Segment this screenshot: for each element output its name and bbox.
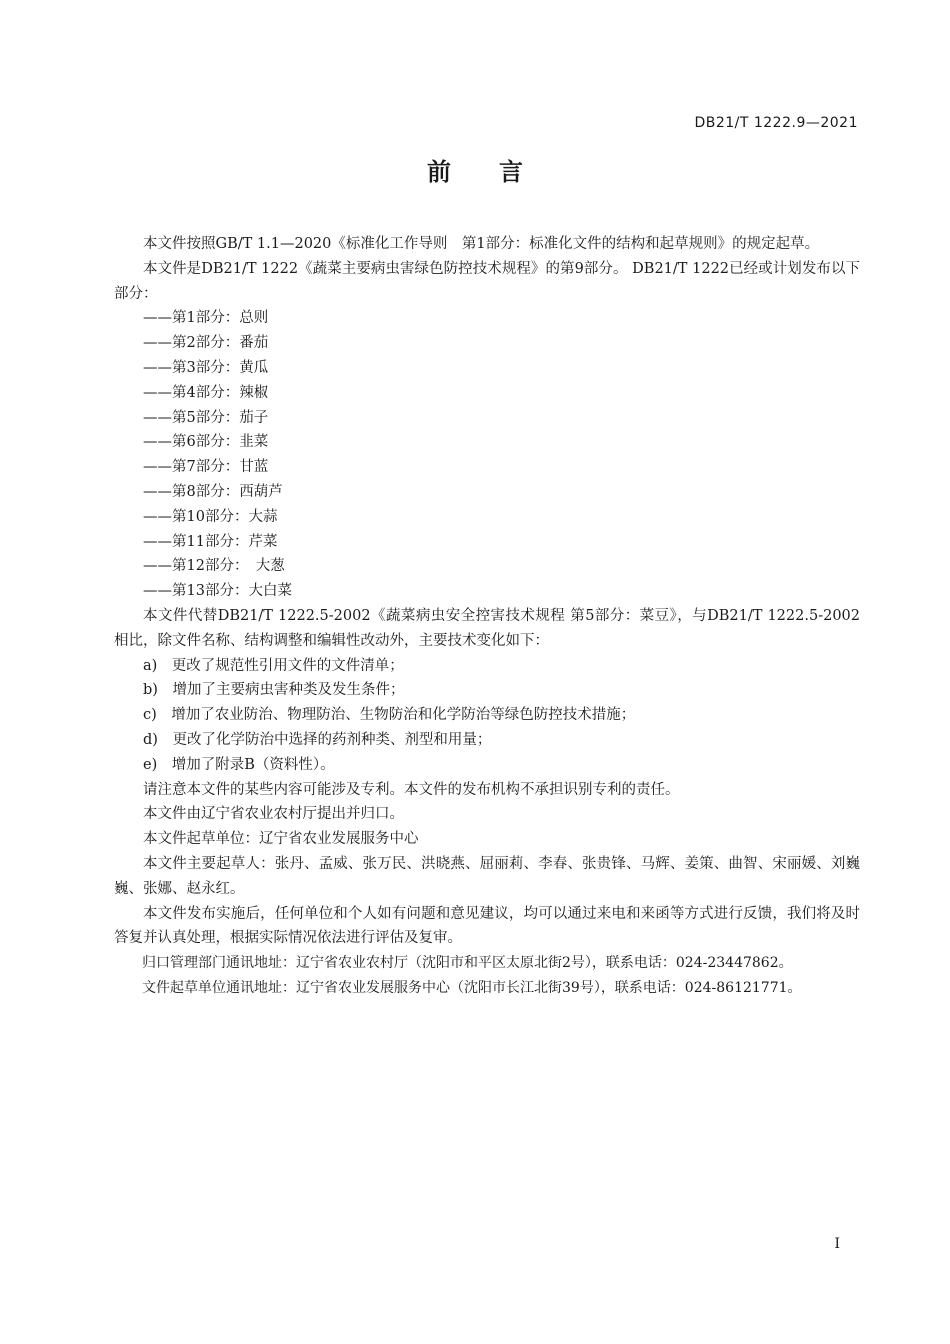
paragraph-patent-notice: 请注意本文件的某些内容可能涉及专利。本文件的发布机构不承担识别专利的责任。 — [143, 781, 680, 798]
paragraph-series-info: 本文件是DB21/T 1222《蔬菜主要病虫害绿色防控技术规程》的第9部分。 DB21/T 1222已经或计划发布以下部分： — [114, 260, 860, 302]
change-list-item: b) 增加了主要病虫害种类及发生条件； — [143, 682, 405, 699]
change-list-item: c) 增加了农业防治、物理防治、生物防治和化学防治等绿色防控技术措施； — [143, 707, 636, 724]
paragraph-drafting-rule: 本文件按照GB/T 1.1—2020《标准化工作导则 第1部分：标准化文件的结构和起草规则》的规定起草。 — [143, 236, 820, 252]
page-title — [0, 152, 950, 187]
document-code: DB21/T 1222.9—2021 — [694, 115, 858, 131]
foreword-body — [114, 232, 860, 1001]
paragraph-feedback: 本文件发布实施后，任何单位和个人如有问题和意见建议，均可以通过来电和来函等方式进行反馈，我们将及时答复并认真处理，根据实际情况依法进行评估及复审。 — [114, 905, 860, 947]
title-char-1: 前 — [427, 158, 451, 186]
part-list-item: ——第4部分：辣椒 — [143, 384, 269, 401]
paragraph-drafter-address: 文件起草单位通讯地址：辽宁省农业发展服务中心（沈阳市长江北街39号），联系电话：024-86121771。 — [142, 979, 802, 996]
paragraph-admin-address: 归口管理部门通讯地址：辽宁省农业农村厅（沈阳市和平区太原北街2号），联系电话：024-23447862。 — [142, 955, 793, 972]
part-list-item: ——第7部分：甘蓝 — [143, 459, 269, 476]
paragraph-proposer: 本文件由辽宁省农业农村厅提出并归口。 — [143, 806, 404, 823]
change-list-item: d) 更改了化学防治中选择的药剂种类、剂型和用量； — [143, 731, 492, 748]
part-list-item: ——第5部分：茄子 — [143, 409, 269, 426]
part-list-item: ——第2部分：番茄 — [143, 335, 269, 352]
title-char-2: 言 — [499, 158, 523, 186]
part-list-item: ——第11部分：芹菜 — [143, 533, 278, 550]
part-list-item: ——第3部分：黄瓜 — [143, 359, 269, 376]
change-list-item: a) 更改了规范性引用文件的文件清单； — [143, 657, 404, 674]
part-list-item: ——第10部分：大蒜 — [143, 508, 278, 525]
paragraph-replacement: 本文件代替DB21/T 1222.5-2002《蔬菜病虫安全控害技术规程 第5部分：菜豆》，与DB21/T 1222.5-2002相比，除文件名称、结构调整和编辑性改动外，主要技术变化如下： — [114, 607, 860, 649]
part-list-item: ——第12部分： 大葱 — [143, 558, 285, 575]
page-number: I — [834, 1236, 840, 1252]
paragraph-drafters: 本文件主要起草人：张丹、孟威、张万民、洪晓燕、屈丽莉、李春、张贵锋、马辉、姜策、曲智、宋丽媛、刘巍巍、张娜、赵永红。 — [114, 855, 860, 897]
paragraph-drafting-unit: 本文件起草单位：辽宁省农业发展服务中心 — [143, 831, 419, 848]
change-list-item: e) 增加了附录B（资料性）。 — [143, 756, 335, 773]
part-list-item: ——第6部分：韭菜 — [143, 434, 269, 451]
part-list-item: ——第8部分：西葫芦 — [143, 483, 283, 500]
part-list-item: ——第1部分：总则 — [143, 310, 269, 327]
part-list-item: ——第13部分：大白菜 — [143, 583, 292, 600]
